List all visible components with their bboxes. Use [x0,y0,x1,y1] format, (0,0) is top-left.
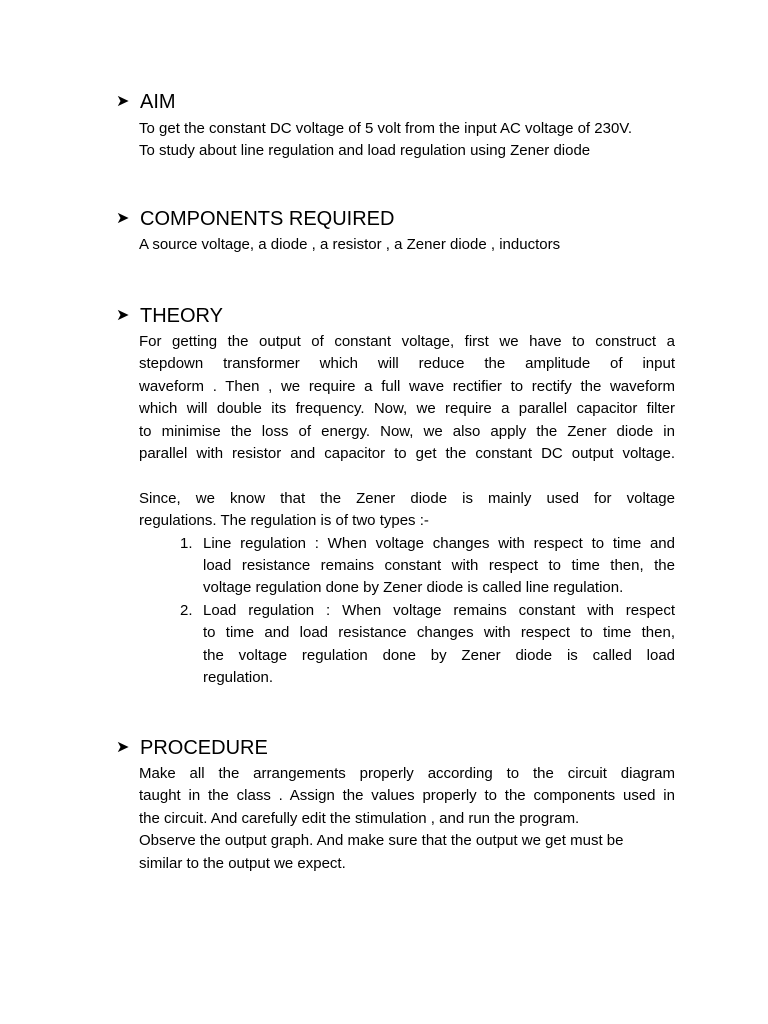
theory-para2-line: regulations. The regulation is of two types :- [139,512,429,530]
procedure-line: similar to the output we expect. [139,854,346,872]
theory-section [116,304,676,689]
arrow-bullet-icon: ➤ [116,739,130,756]
procedure-body [139,763,675,875]
list-item-line: load resistance remains constant with respect to time then, the [203,557,675,575]
aim-heading-row [116,90,676,114]
theory-para1-line: parallel with resistor and capacitor to get the constant DC output voltage. [139,445,675,463]
theory-heading: THEORY [140,305,223,327]
procedure-line: Make all the arrangements properly according to the circuit diagram [139,765,675,782]
list-item-number: 2. [180,601,193,619]
list-item [139,533,675,600]
procedure-line: taught in the class . Assign the values properly to the components used in [139,787,675,805]
aim-line: To study about line regulation and load regulation using Zener diode [139,142,591,160]
components-body [139,234,676,256]
theory-para1-line: which will double its frequency. Now, we require a parallel capacitor filter [139,400,675,418]
components-section [116,207,676,256]
regulation-types-list [139,533,675,690]
aim-line: To get the constant DC voltage of 5 volt from the input AC voltage of 230V. [139,120,633,137]
list-item-line: voltage regulation done by Zener diode is called line regulation. [203,579,624,597]
components-line: A source voltage, a diode , a resistor , a Zener diode , inductors [139,236,561,253]
list-item-line: the voltage regulation done by Zener diode is called load [203,646,675,664]
theory-para1-line: For getting the output of constant voltage, first we have to construct a [139,333,675,350]
arrow-bullet-icon: ➤ [116,93,130,110]
theory-para1-line: to minimise the loss of energy. Now, we also apply the Zener diode in [139,422,675,440]
theory-heading-row [116,304,676,328]
components-heading: COMPONENTS REQUIRED [140,208,395,230]
arrow-bullet-icon: ➤ [116,210,130,227]
list-item-line: Load regulation : When voltage remains constant with respect [203,601,675,619]
list-item-line: regulation. [203,669,274,687]
theory-body [139,331,675,689]
aim-heading: AIM [140,91,176,113]
list-item-line: to time and load resistance changes with respect to time then, [203,624,675,642]
theory-para1-line: stepdown transformer which will reduce the amplitude of input [139,355,675,373]
aim-section [116,90,676,163]
list-item [139,600,675,690]
theory-para1-line: waveform . Then , we require a full wave rectifier to rectify the waveform [139,377,675,395]
list-item-line: Line regulation : When voltage changes with respect to time and [203,534,675,552]
procedure-line: Observe the output graph. And make sure that the output we get must be [139,832,624,850]
aim-body [139,118,676,163]
list-item-number: 1. [180,534,193,552]
theory-para2-line: Since, we know that the Zener diode is mainly used for voltage [139,489,675,507]
procedure-heading-row [116,736,676,760]
components-heading-row [116,207,676,231]
procedure-section [116,736,676,875]
arrow-bullet-icon: ➤ [116,307,130,324]
procedure-line: the circuit. And carefully edit the stimulation , and run the program. [139,809,580,827]
procedure-heading: PROCEDURE [140,737,268,759]
